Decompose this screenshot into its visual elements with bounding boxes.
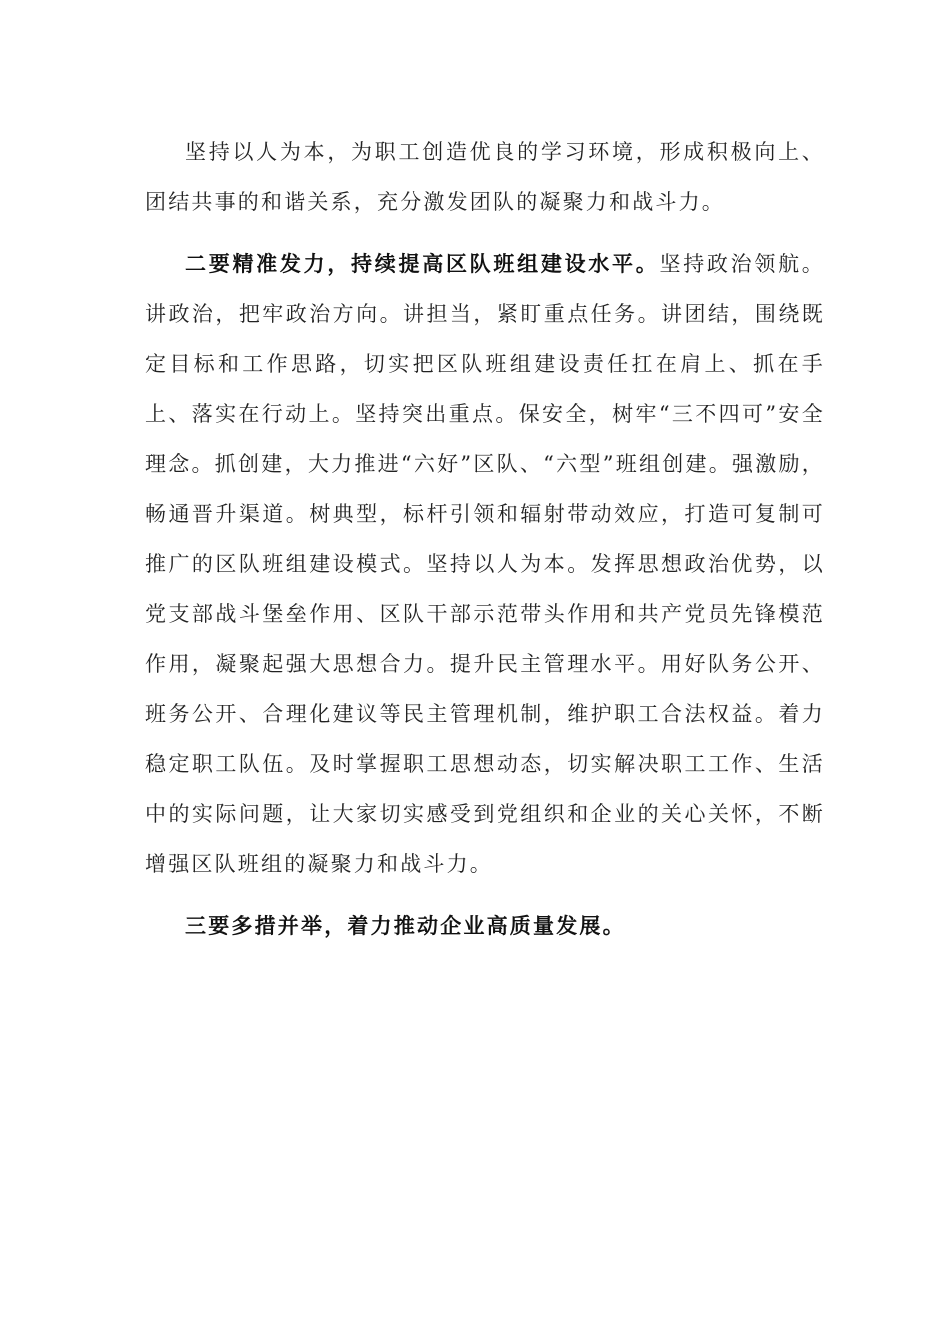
paragraph-3-heading: 三要多措并举，着力推动企业高质量发展。 [185, 913, 626, 938]
paragraph-2-text: 坚持政治领航。讲政治，把牢政治方向。讲担当，紧盯重点任务。讲团结，围绕既定目标和工作思路，切实把区队班组建设责任扛在肩上、抓在手上、落实在行动上。坚持突出重点。保安全，树牢“三不四可”安全理念。抓创建，大力推进“六好”区队、“六型”班组创建。强激励，畅通晋升渠道。树典型，标杆引领和辐射带动效应，打造可复制可推广的区队班组建设模式。坚持以人为本。发挥思想政治优势，以党支部战斗堡垒作用、区队干部示范带头作用和共产党员先锋模范作用，凝聚起强大思想合力。提升民主管理水平。用好队务公开、班务公开、合理化建议等民主管理机制，维护职工合法权益。着力稳定职工队伍。及时掌握职工思想动态，切实解决职工工作、生活中的实际问题，让大家切实感受到党组织和企业的关心关怀，不断增强区队班组的凝聚力和战斗力。 [145, 252, 826, 876]
paragraph-1 [145, 127, 825, 227]
paragraph-2-heading: 二要精准发力，持续提高区队班组建设水平。 [185, 251, 660, 276]
paragraph-3 [145, 901, 825, 951]
paragraph-1-text: 坚持以人为本，为职工创造优良的学习环境，形成积极向上、团结共事的和谐关系，充分激发团队的凝聚力和战斗力。 [145, 140, 825, 214]
paragraph-2 [145, 239, 825, 889]
